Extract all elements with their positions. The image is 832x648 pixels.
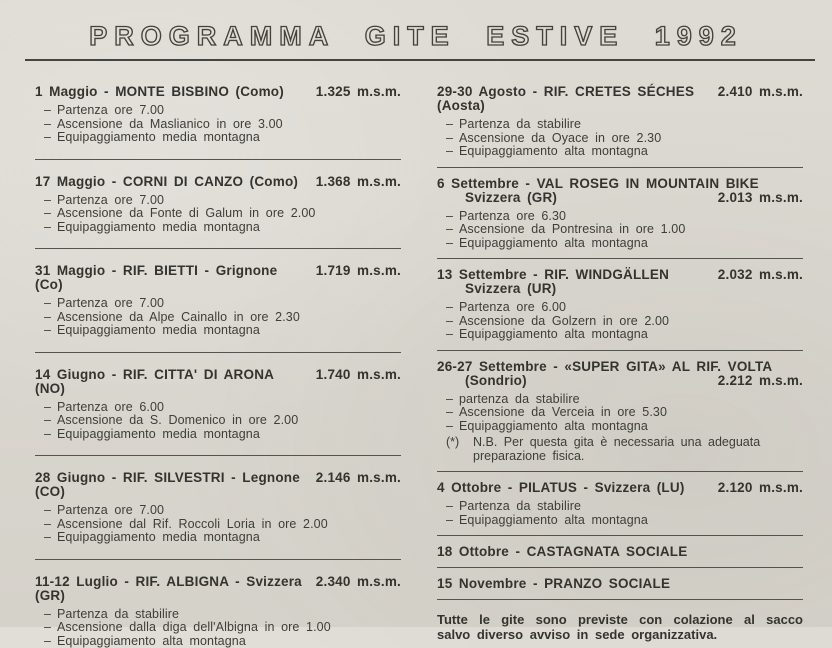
trip-detail [446,237,803,251]
trip-detail-text: Ascensione dal Rif. Roccoli Loria in ore 2.00 [57,518,328,532]
trip-detail [44,608,401,622]
trip-detail [44,428,401,442]
dash-marker: – [44,118,57,132]
trip-details [35,504,401,545]
trip-detail [44,621,401,635]
dash-marker: – [446,393,459,407]
trip-entry [35,456,401,545]
trip-details [437,500,803,527]
trip-detail [44,221,401,235]
trip-title: 1 Maggio - MONTE BISBINO (Como) [35,85,284,99]
trip-entry [35,160,401,235]
trip-heading [35,471,401,499]
trip-heading [437,268,803,282]
trip-detail [44,311,401,325]
dash-marker: – [44,297,57,311]
trip-entry [437,536,803,559]
trip-title: 28 Giugno - RIF. SILVESTRI - Legnone (CO) [35,471,308,499]
trip-detail-text: Ascensione da Golzern in ore 2.00 [459,315,669,329]
trip-detail [44,194,401,208]
trip-detail [44,297,401,311]
trip-detail [44,131,401,145]
trip-altitude: 2.013 m.s.m. [710,191,803,205]
trip-detail [44,207,401,221]
trip-detail-text: Equipaggiamento media montagna [57,428,260,442]
trip-detail-text: Partenza ore 7.00 [57,504,164,518]
left-column [35,85,401,648]
trip-detail [44,401,401,415]
dash-marker: – [44,504,57,518]
dash-marker: – [44,194,57,208]
trip-detail-text: Ascensione da S. Domenico in ore 2.00 [57,414,298,428]
page-title: PROGRAMMA GITE ESTIVE 1992 [89,21,743,52]
trip-heading-line2 [437,282,803,296]
dash-marker: – [44,221,57,235]
trip-detail [44,104,401,118]
trip-detail [446,223,803,237]
dash-marker: – [44,428,57,442]
trip-heading [437,85,803,113]
trip-heading-line2 [437,374,803,388]
trip-detail [44,118,401,132]
trip-detail-text: Equipaggiamento media montagna [57,324,260,338]
note-marker: (*) [446,436,473,463]
trip-heading [437,545,803,559]
dash-marker: – [44,324,57,338]
trip-detail-text: Partenza da stabilire [459,118,581,132]
trip-altitude: 2.120 m.s.m. [710,481,803,495]
trip-entry [437,568,803,591]
trip-title: 14 Giugno - RIF. CITTA' DI ARONA (NO) [35,368,308,396]
trip-detail [446,420,803,434]
trip-title: 26-27 Settembre - «SUPER GITA» AL RIF. VOLTA [437,360,772,374]
trip-detail [44,324,401,338]
dash-marker: – [446,210,459,224]
trip-detail [446,315,803,329]
footer-note: Tutte le gite sono previste con colazione al sacco salvo diverso avviso in sede organizzativa. [437,600,803,642]
trip-title: 17 Maggio - CORNI DI CANZO (Como) [35,175,298,189]
trip-details [35,194,401,235]
trip-location: Svizzera (UR) [465,282,556,296]
trip-heading [35,264,401,292]
trip-detail-text: Ascensione da Maslianico in ore 3.00 [57,118,283,132]
trip-entry [437,351,803,464]
trip-entry [35,85,401,145]
trip-detail-text: Equipaggiamento alta montagna [459,420,648,434]
trip-detail [44,531,401,545]
dash-marker: – [44,311,57,325]
dash-marker: – [446,315,459,329]
trip-details [437,210,803,251]
trip-detail-text: partenza da stabilire [459,393,580,407]
trip-detail [446,500,803,514]
trip-details [35,401,401,442]
trip-detail [446,145,803,159]
trip-entry [437,472,803,527]
dash-marker: – [44,608,57,622]
dash-marker: – [446,145,459,159]
dash-marker: – [44,531,57,545]
trip-detail-text: Equipaggiamento media montagna [57,531,260,545]
trip-detail [446,118,803,132]
trip-details [437,301,803,342]
trip-detail-text: Equipaggiamento alta montagna [57,635,246,648]
trip-heading [437,360,803,374]
trip-entry [437,168,803,251]
dash-marker: – [446,301,459,315]
trip-detail [446,132,803,146]
trip-details [35,104,401,145]
trip-detail-text: Equipaggiamento alta montagna [459,237,648,251]
trip-detail [446,514,803,528]
right-column [437,85,803,648]
trip-title: 18 Ottobre - CASTAGNATA SOCIALE [437,545,687,559]
trip-altitude: 2.032 m.s.m. [710,268,803,282]
title-block [0,0,832,52]
trip-detail-text: Partenza ore 6.30 [459,210,566,224]
dash-marker: – [44,635,57,648]
trip-entry [437,85,803,159]
trip-altitude: 2.212 m.s.m. [710,374,803,388]
dash-marker: – [446,420,459,434]
dash-marker: – [44,131,57,145]
note-text: N.B. Per questa gita è necessaria una adeguata preparazione fisica. [473,436,803,463]
trip-details [35,608,401,648]
trip-altitude: 2.146 m.s.m. [308,471,401,485]
trip-entry [437,259,803,342]
trip-heading [437,177,803,191]
trip-detail-text: Partenza da stabilire [57,608,179,622]
trip-detail-text: Ascensione da Oyace in ore 2.30 [459,132,661,146]
trip-detail [44,414,401,428]
dash-marker: – [44,518,57,532]
trip-detail [44,504,401,518]
trip-detail-text: Ascensione da Pontresina in ore 1.00 [459,223,685,237]
trip-detail-text: Ascensione dalla diga dell'Albigna in ore 1.00 [57,621,331,635]
trip-detail [446,328,803,342]
trip-detail-text: Equipaggiamento media montagna [57,131,260,145]
trip-details [437,118,803,159]
trip-heading-line2 [437,191,803,205]
dash-marker: – [44,104,57,118]
trip-detail-text: Partenza ore 6.00 [57,401,164,415]
trip-details [437,393,803,434]
trip-detail-text: Ascensione da Fonte di Galum in ore 2.00 [57,207,315,221]
dash-marker: – [44,621,57,635]
trip-details [35,297,401,338]
trip-detail-text: Partenza ore 6.00 [459,301,566,315]
trip-location: Svizzera (GR) [465,191,557,205]
trip-detail [44,635,401,648]
trip-detail [446,406,803,420]
trip-entry [35,560,401,648]
trip-detail [446,210,803,224]
two-column-content [0,85,832,648]
trip-entry [35,353,401,442]
trip-altitude: 1.325 m.s.m. [308,85,401,99]
trip-title: 29-30 Agosto - RIF. CRETES SÉCHES (Aosta) [437,85,710,113]
trip-detail [446,301,803,315]
trip-entry [35,249,401,338]
trip-title: 13 Settembre - RIF. WINDGÄLLEN [437,268,669,282]
trip-heading [35,175,401,189]
trip-heading [35,368,401,396]
dash-marker: – [446,118,459,132]
trip-detail [446,393,803,407]
trip-heading [437,481,803,495]
trip-detail-text: Partenza ore 7.00 [57,297,164,311]
trip-altitude: 2.410 m.s.m. [710,85,803,99]
dash-marker: – [44,414,57,428]
trip-detail-text: Ascensione da Verceia in ore 5.30 [459,406,667,420]
trip-detail-text: Partenza ore 7.00 [57,104,164,118]
dash-marker: – [446,237,459,251]
trip-altitude: 1.740 m.s.m. [308,368,401,382]
trip-detail [44,518,401,532]
trip-heading [437,577,803,591]
trip-detail-text: Equipaggiamento alta montagna [459,514,648,528]
title-underline [25,59,815,61]
trip-detail-text: Equipaggiamento media montagna [57,221,260,235]
trip-title: 11-12 Luglio - RIF. ALBIGNA - Svizzera (GR) [35,575,308,603]
trip-detail-text: Equipaggiamento alta montagna [459,328,648,342]
trip-title: 15 Novembre - PRANZO SOCIALE [437,577,670,591]
trip-note [437,436,803,463]
dash-marker: – [44,207,57,221]
trip-heading [35,575,401,603]
trip-title: 4 Ottobre - PILATUS - Svizzera (LU) [437,481,685,495]
dash-marker: – [44,401,57,415]
dash-marker: – [446,500,459,514]
dash-marker: – [446,328,459,342]
dash-marker: – [446,132,459,146]
trip-detail-text: Ascensione da Alpe Cainallo in ore 2.30 [57,311,300,325]
trip-heading [35,85,401,99]
trip-title: 6 Settembre - VAL ROSEG IN MOUNTAIN BIKE [437,177,759,191]
trip-location: (Sondrio) [465,374,527,388]
trip-altitude: 1.719 m.s.m. [308,264,401,278]
trip-altitude: 2.340 m.s.m. [308,575,401,589]
trip-detail-text: Equipaggiamento alta montagna [459,145,648,159]
trip-title: 31 Maggio - RIF. BIETTI - Grignone (Co) [35,264,308,292]
dash-marker: – [446,223,459,237]
dash-marker: – [446,406,459,420]
trip-detail-text: Partenza ore 7.00 [57,194,164,208]
trip-altitude: 1.368 m.s.m. [308,175,401,189]
dash-marker: – [446,514,459,528]
trip-detail-text: Partenza da stabilire [459,500,581,514]
